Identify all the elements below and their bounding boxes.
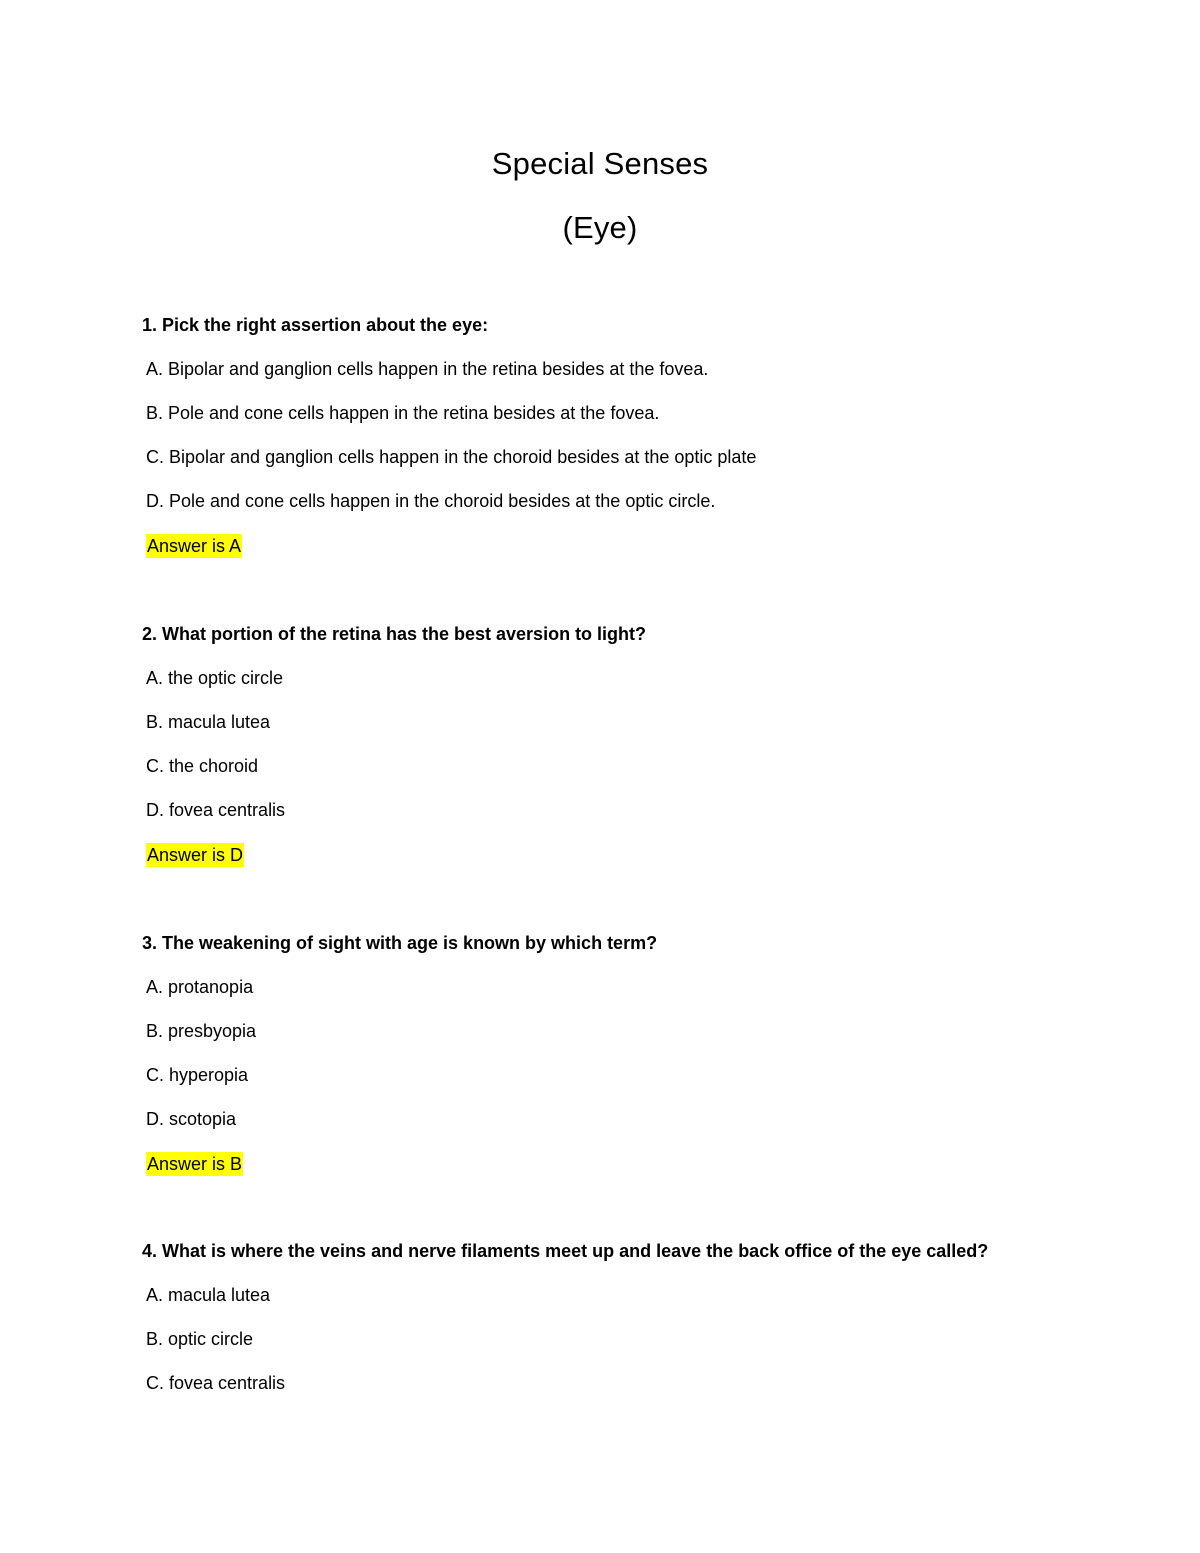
question-2 [142, 623, 1146, 867]
document-subtitle: (Eye) [562, 210, 638, 245]
option-a: A. protanopia [146, 977, 254, 997]
answer-highlight: Answer is A [147, 536, 242, 556]
option-a: A. macula lutea [146, 1285, 271, 1305]
option-b: B. presbyopia [146, 1021, 257, 1041]
question-3 [142, 932, 1146, 1176]
option-c: C. hyperopia [146, 1065, 249, 1085]
question-text: 3. The weakening of sight with age is known by which term? [142, 933, 658, 953]
option-d: D. fovea centralis [146, 800, 286, 820]
question-1 [142, 314, 1146, 558]
document-title: Special Senses [491, 146, 709, 181]
option-d: D. scotopia [146, 1109, 237, 1129]
option-c: C. the choroid [146, 756, 259, 776]
answer-line [146, 1152, 1146, 1176]
option-c: C. fovea centralis [146, 1373, 286, 1393]
question-text: 4. What is where the veins and nerve filaments meet up and leave the back office of the eye called? [142, 1241, 989, 1261]
question-text: 1. Pick the right assertion about the eye: [142, 315, 489, 335]
answer-highlight: Answer is D [147, 845, 244, 865]
option-c: C. Bipolar and ganglion cells happen in the choroid besides at the optic plate [146, 447, 757, 467]
question-4 [142, 1240, 1146, 1416]
question-text: 2. What portion of the retina has the best aversion to light? [142, 624, 647, 644]
option-b: B. optic circle [146, 1329, 254, 1349]
option-b: B. Pole and cone cells happen in the retina besides at the fovea. [146, 403, 660, 423]
option-b: B. macula lutea [146, 712, 271, 732]
answer-line [146, 843, 1146, 867]
option-d: D. Pole and cone cells happen in the choroid besides at the optic circle. [146, 491, 716, 511]
answer-line [146, 534, 1146, 558]
answer-highlight: Answer is B [147, 1154, 243, 1174]
option-a: A. Bipolar and ganglion cells happen in the retina besides at the fovea. [146, 359, 709, 379]
option-a: A. the optic circle [146, 668, 284, 688]
